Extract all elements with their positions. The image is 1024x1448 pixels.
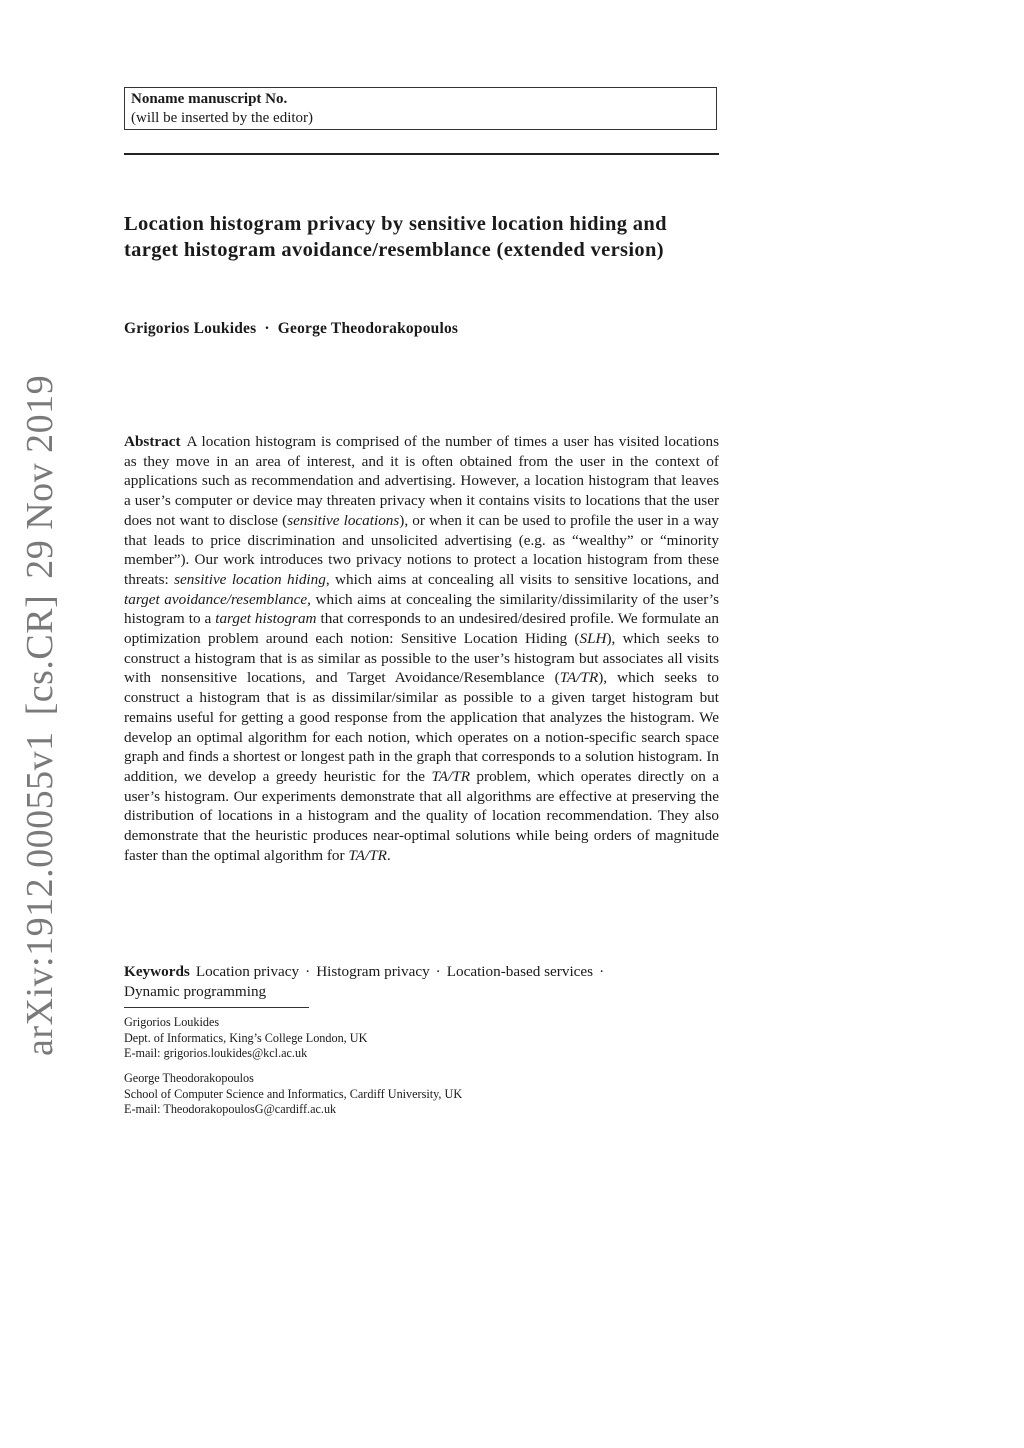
keyword-separator: · (435, 963, 441, 980)
abstract-text: problem, which operates directly on a user’s histogram. Our experiments demonstrate that all algorithms are effective at preserving the distribution of locations in a histogram and the quality of location recommendation. They also demonstrate that the heuristic produces near-optimal solutions while being orders of magnitude faster than the optimal algorithm for (124, 767, 720, 864)
abstract-label: Abstract (124, 433, 181, 450)
keyword: Histogram privacy (316, 963, 430, 980)
abstract-math: TA/TR (348, 846, 387, 864)
abstract-text: , which aims at concealing the similarity/dissimilarity of the user’s histogram to a (124, 590, 719, 628)
affiliation-dept: School of Computer Science and Informatics, Cardiff University, UK (124, 1086, 463, 1101)
affiliation-block (124, 1015, 367, 1062)
affiliation-email: E-mail: TheodorakopoulosG@cardiff.ac.uk (124, 1102, 337, 1117)
abstract (124, 432, 719, 865)
abstract-text: that corresponds to an undesired/desired profile. We formulate an optimization problem around each notion: Sensitive Location Hiding ( (124, 610, 719, 648)
abstract-text: ), or when it can be used to profile the user in a way that leads to price discrimination and unsolicited advertising (e.g. as “wealthy” or “minority member”). Our work introduces two privacy notions to protect a location histogram from these threats: (124, 511, 719, 588)
abstract-text: ), which seeks to construct a histogram that is as similar as possible to the user’s histogram but associates all visits with nonsensitive locations, and Target Avoidance/Resemblance ( (124, 630, 719, 687)
arxiv-id: arXiv:1912.00055v1 (19, 731, 61, 1056)
editor-note-box (124, 87, 717, 130)
author-name: Grigorios Loukides (124, 320, 257, 337)
arxiv-category: [cs.CR] (19, 594, 61, 716)
affiliation-email: E-mail: grigorios.loukides@kcl.ac.uk (124, 1046, 308, 1061)
manuscript-number-label: Noname manuscript No. (131, 91, 288, 107)
abstract-text: , which aims at concealing all visits to sensitive locations, and (325, 570, 720, 588)
affiliation-name: George Theodorakopoulos (124, 1071, 254, 1085)
abstract-math: TA/TR (431, 767, 470, 785)
keyword-separator: · (599, 963, 605, 980)
keyword: Dynamic programming (124, 982, 267, 1000)
abstract-emphasis: sensitive location hiding (174, 570, 326, 588)
author-name: George Theodorakopoulos (277, 320, 459, 337)
affiliation-name: Grigorios Loukides (124, 1015, 220, 1029)
abstract-emphasis: sensitive locations (287, 511, 400, 529)
keyword-separator: · (305, 963, 311, 980)
author-list (124, 320, 458, 338)
keywords-label: Keywords (124, 963, 190, 980)
abstract-emphasis: target avoidance/resemblance (124, 590, 308, 608)
author-separator: · (264, 320, 270, 337)
editor-insert-note: (will be inserted by the editor) (131, 110, 314, 126)
paper-title: Location histogram privacy by sensitive location hiding and target histogram avoidance/resemblance (extended version) (124, 213, 667, 261)
keywords (124, 962, 719, 1001)
abstract-emphasis: target histogram (215, 610, 317, 628)
keyword: Location-based services (446, 963, 594, 980)
abstract-text: . (386, 846, 391, 864)
keyword: Location privacy (195, 963, 300, 980)
abstract-math: TA/TR (559, 669, 599, 687)
abstract-text: A location histogram is comprised of the number of times a user has visited locations as they move in an area of interest, and it is often obtained from the user in the context of applications such as recommendation and advertising. However, a location histogram that leaves a user’s computer or device may threaten privacy when it contains visits to locations that the user does not want to disclose ( (124, 433, 719, 529)
arxiv-stamp-text (20, 375, 60, 1056)
affiliation-dept: Dept. of Informatics, King’s College London, UK (124, 1030, 368, 1045)
header-rule (124, 153, 719, 155)
affiliation-block (124, 1071, 462, 1118)
arxiv-date: 29 Nov 2019 (19, 374, 61, 579)
footnote-rule (124, 1007, 309, 1008)
abstract-math: SLH (579, 630, 607, 648)
abstract-text: ), which seeks to construct a histogram that is as dissimilar/similar as possible to a given target histogram but remains useful for getting a good response from the application that analyzes the histogram. We develop an optimal algorithm for each notion, which operates on a notion-specific search space graph and finds a shortest or longest path in the graph that corresponds to a solution histogram. In addition, we develop a greedy heuristic for the (124, 669, 719, 785)
